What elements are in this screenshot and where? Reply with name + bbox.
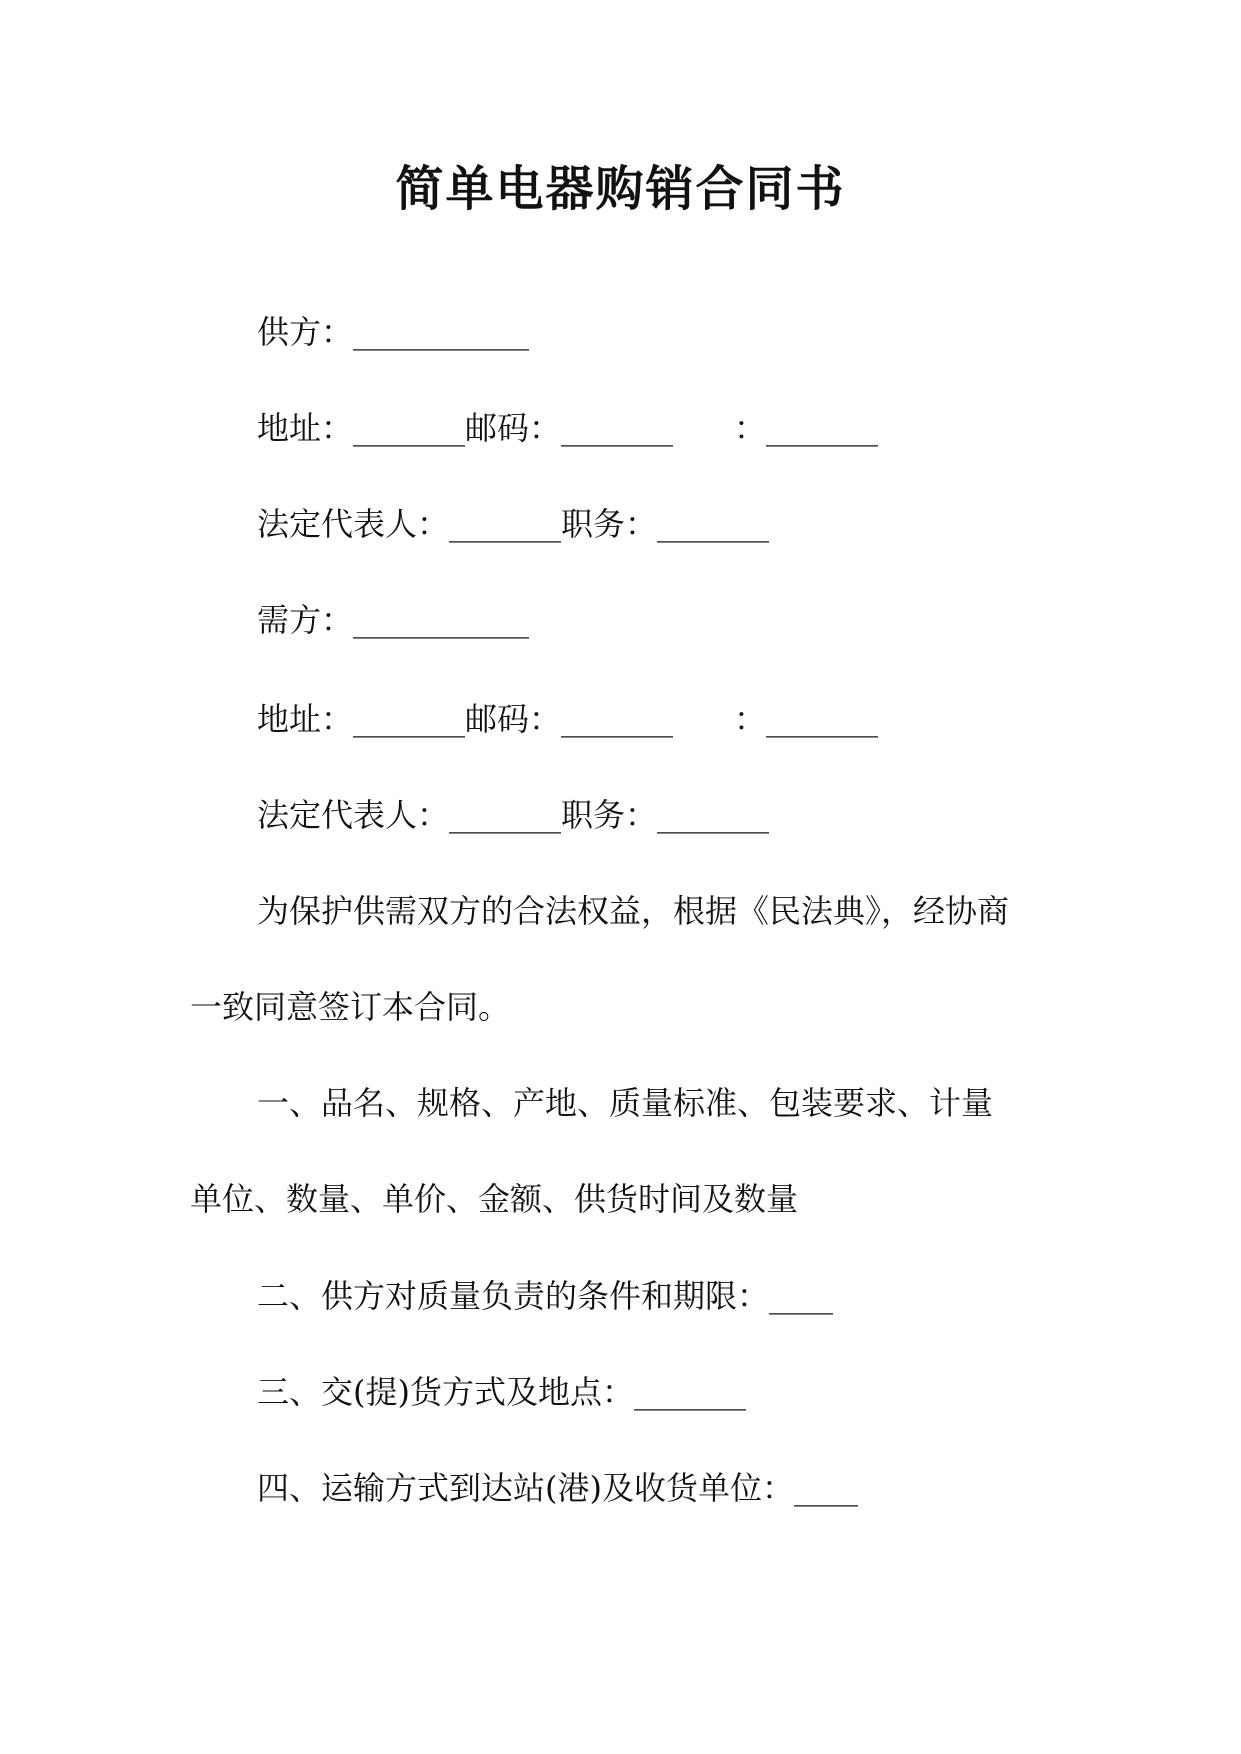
buyer-line: 需方：___________	[257, 601, 530, 639]
clause-4-line: 四、运输方式到达站(港)及收货单位：____	[257, 1469, 858, 1507]
buyer-representative-line: 法定代表人：_______职务：_______	[257, 796, 770, 834]
clause-2-line: 二、供方对质量负责的条件和期限：____	[257, 1277, 834, 1315]
preamble-line-2: 一致同意签订本合同。	[190, 988, 511, 1026]
buyer-address-line: 地址：_______邮码：_______ ：_______	[257, 700, 879, 738]
preamble-line-1: 为保护供需双方的合法权益，根据《民法典》，经协商	[257, 892, 1010, 930]
clause-1-line-2: 单位、数量、单价、金额、供货时间及数量	[190, 1180, 799, 1218]
supplier-address-line: 地址：_______邮码：_______ ：_______	[257, 409, 879, 447]
clause-1-line-1: 一、品名、规格、产地、质量标准、包装要求、计量	[257, 1084, 994, 1122]
clause-3-line: 三、交(提)货方式及地点：_______	[257, 1373, 746, 1411]
supplier-line: 供方：___________	[257, 313, 530, 351]
document-title: 简单电器购销合同书	[395, 161, 846, 217]
supplier-representative-line: 法定代表人：_______职务：_______	[257, 505, 770, 543]
